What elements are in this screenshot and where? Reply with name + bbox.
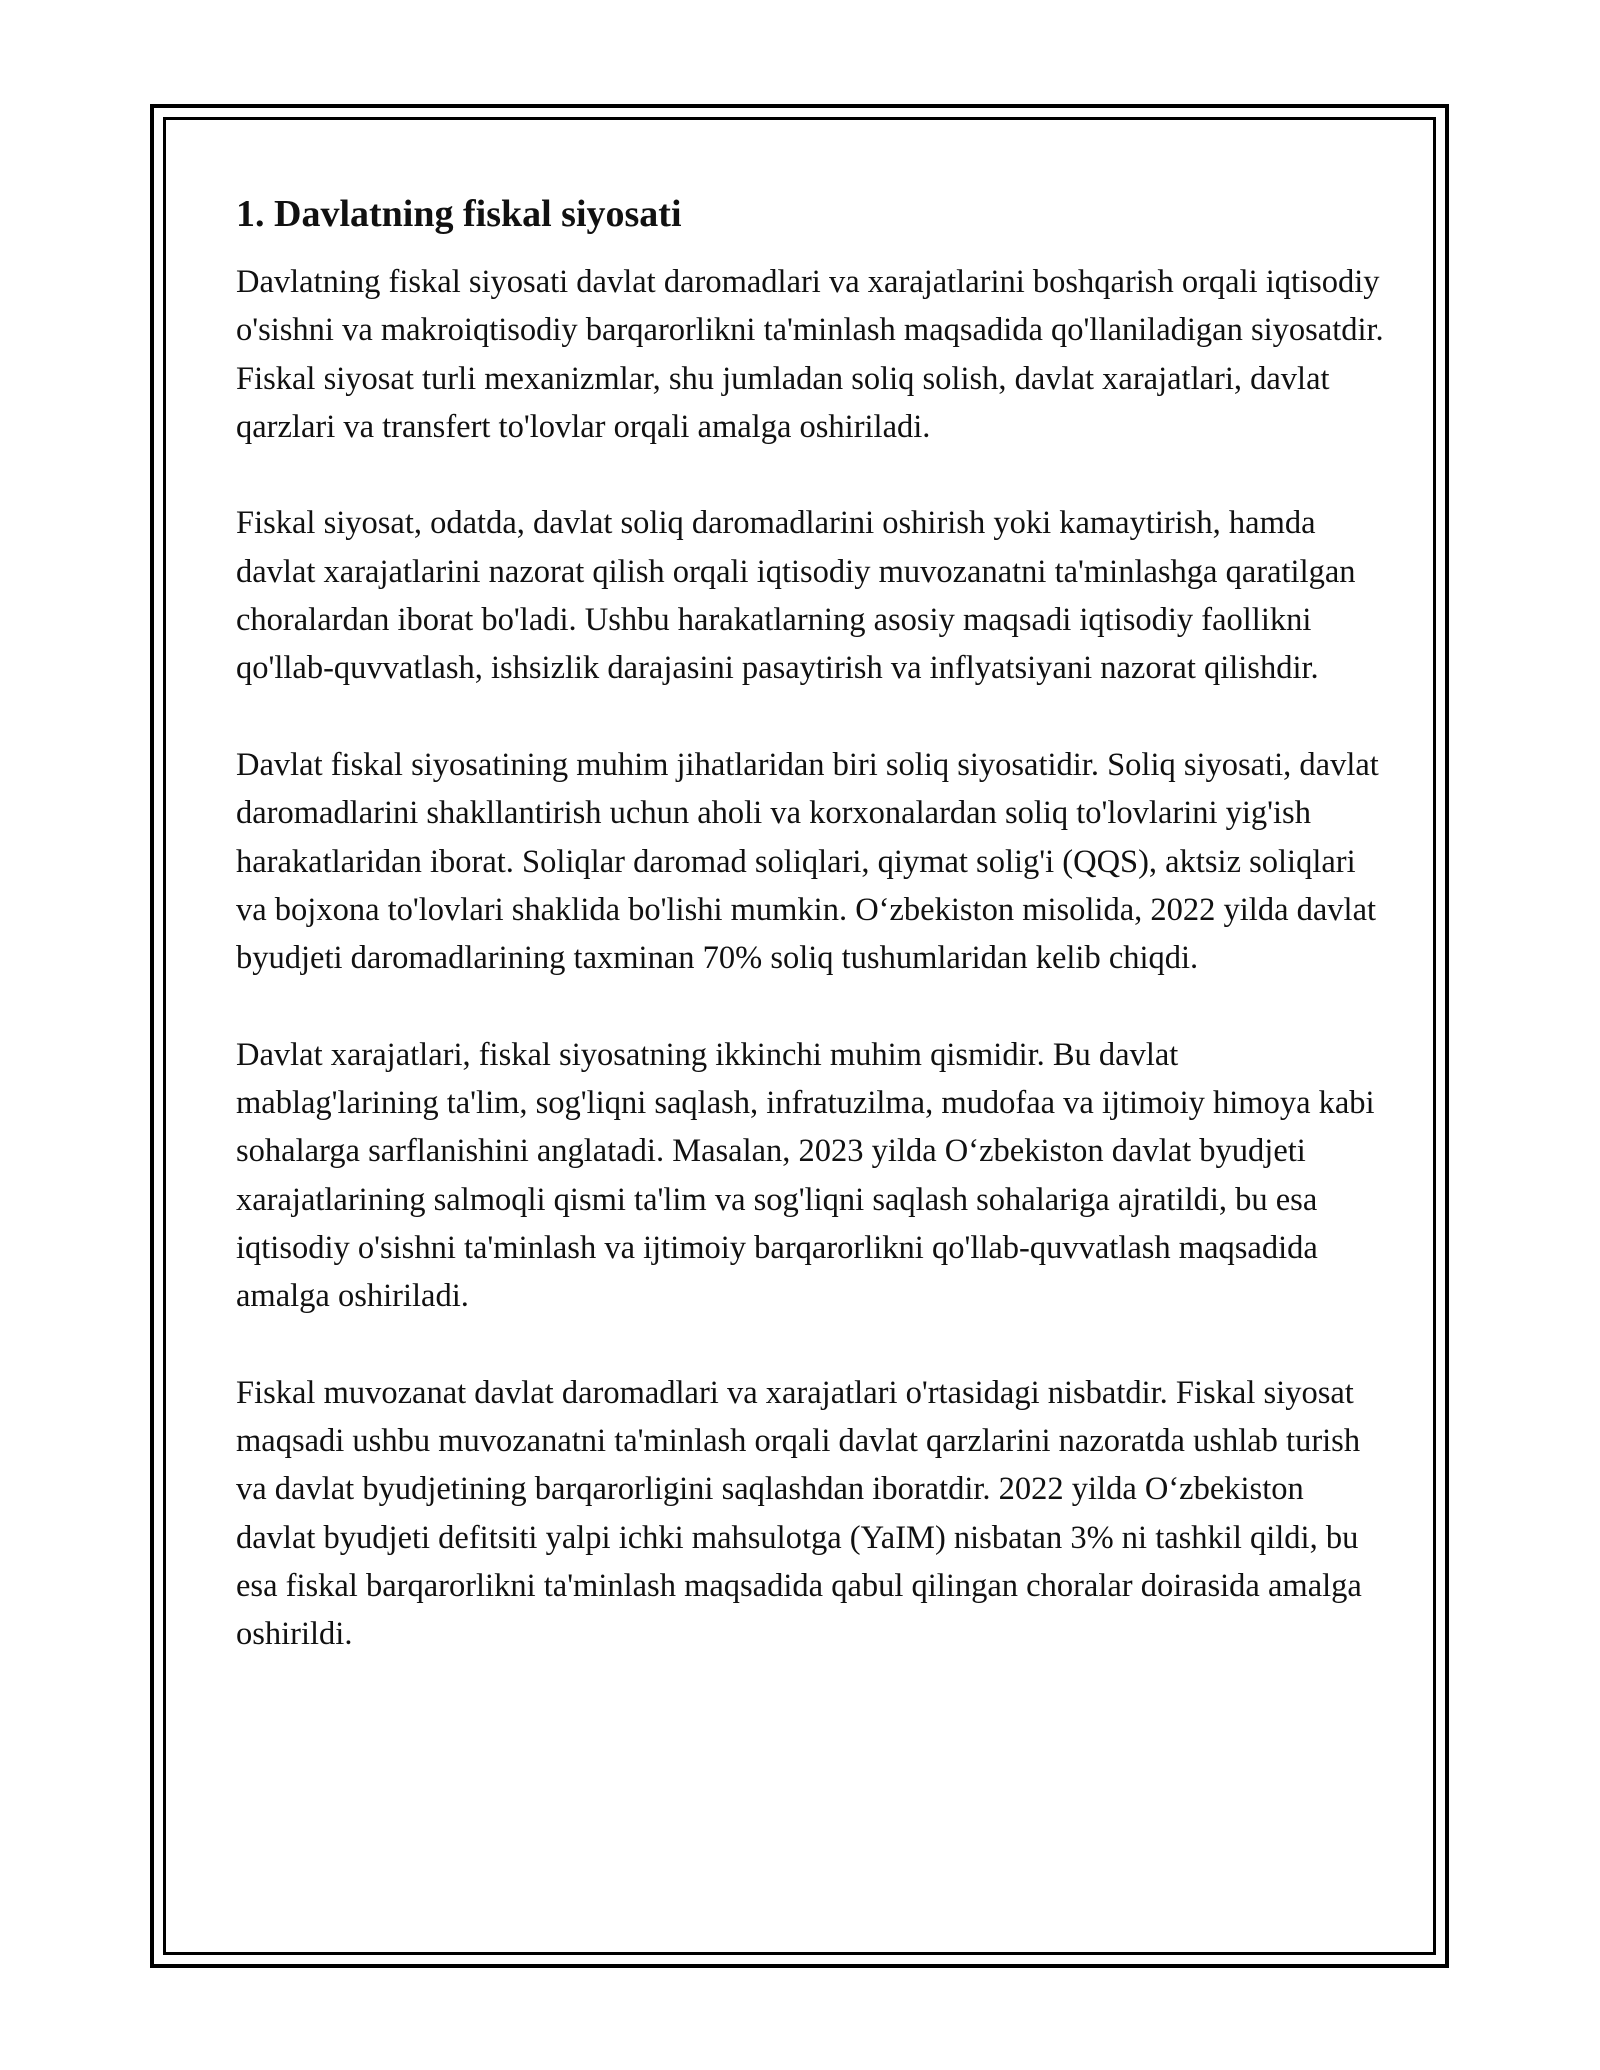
paragraph-2: Fiskal siyosat, odatda, davlat soliq daromadlarini oshirish yoki kamaytirish, hamda davlat xarajatlarini nazorat qilish orqali iqtisodiy muvozanatni ta'minlashga qaratilgan choralardan iborat bo'ladi. Ushbu harakatlarning asosiy maqsadi iqtisodiy faollikni qo'llab-quvvatlash, ishsizlik darajasini pasaytirish va inflyatsiyani nazorat qilishdir. bbox=[236, 505, 1356, 687]
paragraph-5: Fiskal muvozanat davlat daromadlari va xarajatlari o'rtasidagi nisbatdir. Fiskal siyosat maqsadi ushbu muvozanatni ta'minlash orqali davlat qarzlarini nazoratda ushlab turish va davlat byudjetining barqarorligini saqlashdan iboratdir. 2022 yilda O‘zbekiston davlat byudjeti defitsiti yalpi ichki mahsulotga (YaIM) nisbatan 3% ni tashkil qildi, bu esa fiskal barqarorlikni ta'minlash maqsadida qabul qilingan choralar doirasida amalga oshirildi. bbox=[236, 1374, 1362, 1653]
paragraph-3: Davlat fiskal siyosatining muhim jihatlaridan biri soliq siyosatidir. Soliq siyosati, davlat daromadlarini shakllantirish uchun aholi va korxonalardan soliq to'lovlarini yig'ish harakatlaridan iborat. Soliqlar daromad soliqlari, qiymat solig'i (QQS), aktsiz soliqlari va bojxona to'lovlari shaklida bo'lishi mumkin. O‘zbekiston misolida, 2022 yilda davlat byudjeti daromadlarining taxminan 70% soliq tushumlaridan kelib chiqdi. bbox=[236, 746, 1379, 977]
document-body bbox=[236, 190, 1386, 1707]
paragraph-4: Davlat xarajatlari, fiskal siyosatning ikkinchi muhim qismidir. Bu davlat mablag'larining ta'lim, sog'liqni saqlash, infratuzilma, mudofaa va ijtimoiy himoya kabi sohalarga sarflanishini anglatadi. Masalan, 2023 yilda O‘zbekiston davlat byudjeti xarajatlarining salmoqli qismi ta'lim va sog'liqni saqlash sohalariga ajratildi, bu esa iqtisodiy o'sishni ta'minlash va ijtimoiy barqarorlikni qo'llab-quvvatlash maqsadida amalga oshiriladi. bbox=[236, 1036, 1375, 1315]
section-title: 1. Davlatning fiskal siyosati bbox=[236, 193, 682, 235]
paragraph-1: Davlatning fiskal siyosati davlat daromadlari va xarajatlarini boshqarish orqali iqtisodiy o'sishni va makroiqtisodiy barqarorlikni ta'minlash maqsadida qo'llaniladigan siyosatdir. Fiskal siyosat turli mexanizmlar, shu jumladan soliq solish, davlat xarajatlari, davlat qarzlari va transfert to'lovlar orqali amalga oshiriladi. bbox=[236, 264, 1384, 445]
